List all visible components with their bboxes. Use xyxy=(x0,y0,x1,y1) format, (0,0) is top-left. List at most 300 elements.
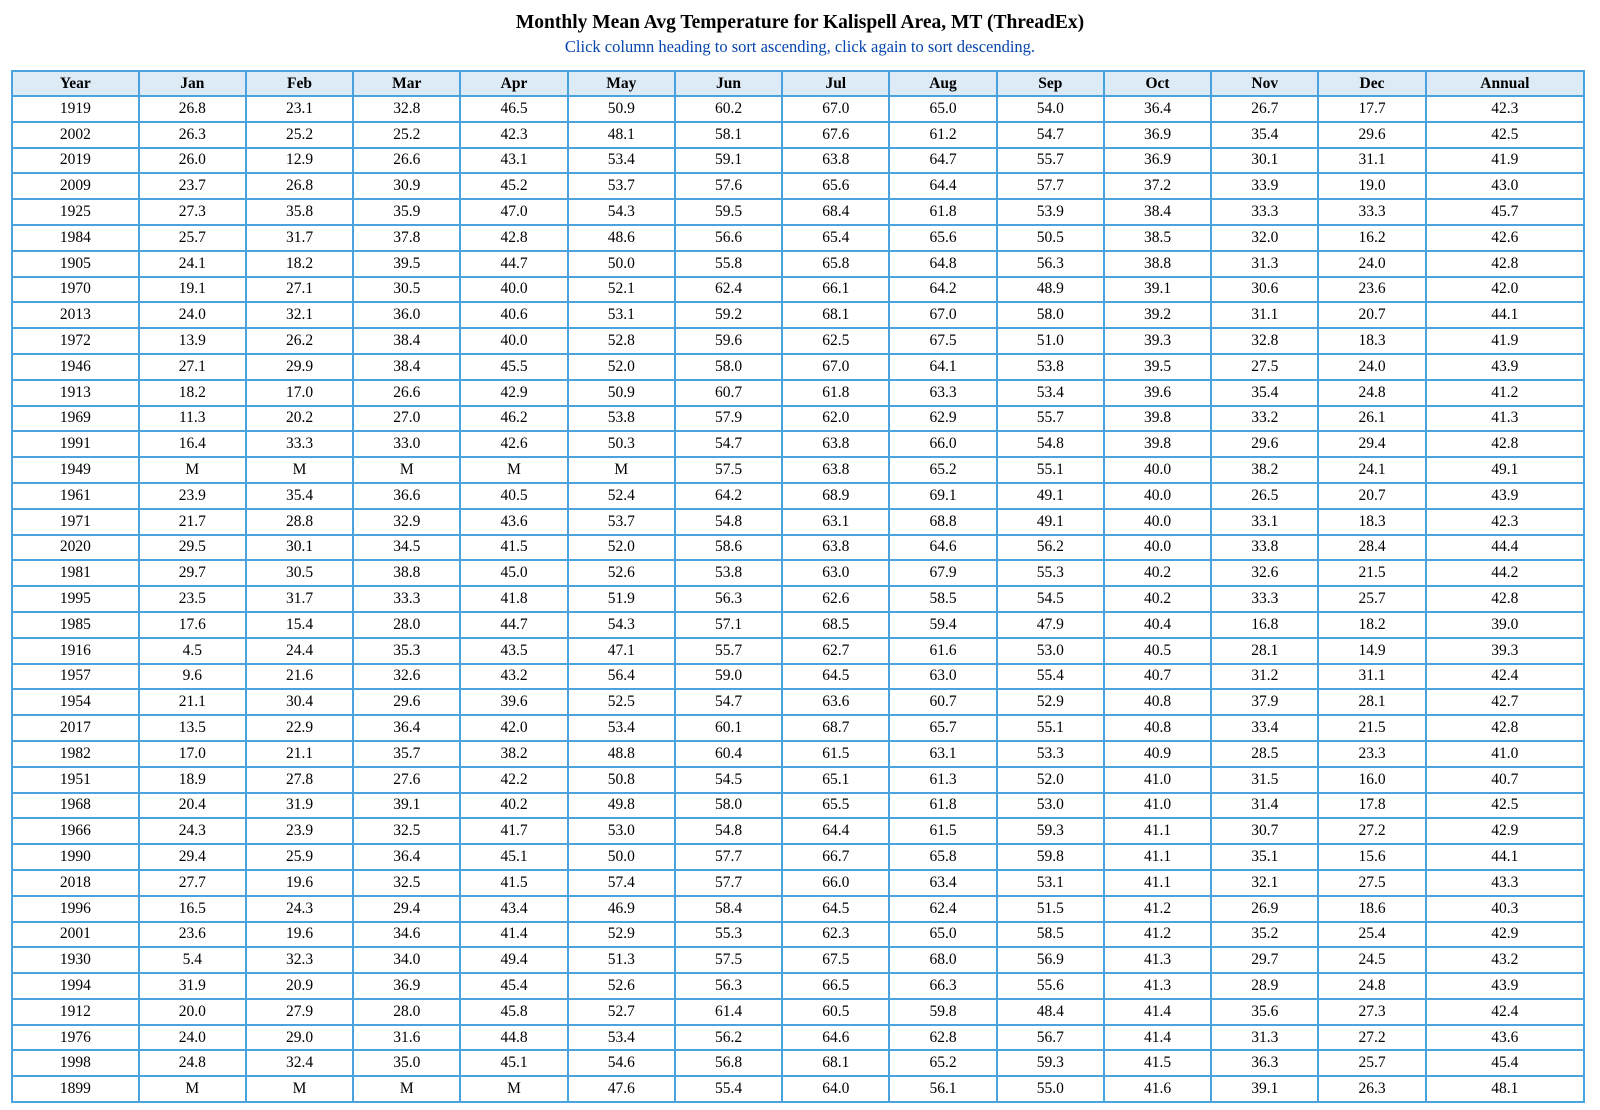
table-cell: 36.4 xyxy=(1104,96,1211,122)
table-cell: 35.0 xyxy=(353,1050,460,1076)
table-cell: 67.5 xyxy=(782,947,889,973)
table-row xyxy=(12,380,1584,406)
table-cell: 46.2 xyxy=(460,406,567,432)
year-cell: 1905 xyxy=(12,251,139,277)
table-cell: 30.6 xyxy=(1211,277,1318,303)
table-cell: 32.0 xyxy=(1211,225,1318,251)
table-cell: 63.1 xyxy=(889,741,996,767)
table-cell: 63.3 xyxy=(889,380,996,406)
table-cell: 33.2 xyxy=(1211,406,1318,432)
table-cell: 19.6 xyxy=(246,870,353,896)
year-cell: 1998 xyxy=(12,1050,139,1076)
table-cell: 65.8 xyxy=(782,251,889,277)
table-cell: 66.7 xyxy=(782,844,889,870)
table-cell: 28.1 xyxy=(1318,689,1425,715)
table-cell: 25.2 xyxy=(246,122,353,148)
table-cell: 24.0 xyxy=(139,302,246,328)
table-cell: 44.7 xyxy=(460,251,567,277)
table-cell: 53.7 xyxy=(568,509,675,535)
table-cell: 67.6 xyxy=(782,122,889,148)
table-cell: 40.4 xyxy=(1104,612,1211,638)
table-cell: 59.8 xyxy=(889,999,996,1025)
table-cell: 61.2 xyxy=(889,122,996,148)
table-cell: 54.5 xyxy=(675,767,782,793)
table-cell: 43.9 xyxy=(1426,973,1584,999)
table-cell: 41.1 xyxy=(1104,844,1211,870)
table-cell: 20.0 xyxy=(139,999,246,1025)
table-cell: 59.6 xyxy=(675,328,782,354)
table-cell: 42.6 xyxy=(1426,225,1584,251)
table-cell: 52.8 xyxy=(568,328,675,354)
table-cell: 36.0 xyxy=(353,302,460,328)
table-cell: 32.5 xyxy=(353,870,460,896)
table-cell: 55.7 xyxy=(675,638,782,664)
table-cell: 41.5 xyxy=(1104,1050,1211,1076)
table-row xyxy=(12,947,1584,973)
table-cell: 41.2 xyxy=(1104,896,1211,922)
table-cell: 13.5 xyxy=(139,715,246,741)
table-row xyxy=(12,870,1584,896)
table-cell: 64.1 xyxy=(889,354,996,380)
table-cell: 24.8 xyxy=(139,1050,246,1076)
table-cell: 44.8 xyxy=(460,1025,567,1051)
table-cell: 33.3 xyxy=(1318,199,1425,225)
page-title: Monthly Mean Avg Temperature for Kalispell Area, MT (ThreadEx) xyxy=(515,12,1085,33)
table-cell: 55.4 xyxy=(675,1076,782,1102)
table-cell: 40.0 xyxy=(1104,535,1211,561)
table-cell: M xyxy=(353,457,460,483)
table-cell: 39.8 xyxy=(1104,431,1211,457)
table-cell: 24.5 xyxy=(1318,947,1425,973)
table-cell: 33.0 xyxy=(353,431,460,457)
table-cell: 31.5 xyxy=(1211,767,1318,793)
table-row xyxy=(12,354,1584,380)
table-cell: 42.3 xyxy=(1426,509,1584,535)
table-cell: 67.5 xyxy=(889,328,996,354)
table-row xyxy=(12,896,1584,922)
table-cell: 41.4 xyxy=(460,922,567,948)
table-cell: 26.1 xyxy=(1318,406,1425,432)
table-cell: 45.5 xyxy=(460,354,567,380)
table-cell: 68.5 xyxy=(782,612,889,638)
table-cell: 28.1 xyxy=(1211,638,1318,664)
table-cell: 43.9 xyxy=(1426,483,1584,509)
column-header-oct[interactable]: Oct xyxy=(1104,71,1211,96)
table-cell: 41.4 xyxy=(1104,999,1211,1025)
table-cell: 20.9 xyxy=(246,973,353,999)
table-cell: 41.5 xyxy=(460,535,567,561)
table-cell: 32.4 xyxy=(246,1050,353,1076)
table-cell: 65.5 xyxy=(782,793,889,819)
table-cell: 54.8 xyxy=(675,509,782,535)
table-cell: 39.0 xyxy=(1426,612,1584,638)
table-cell: 64.2 xyxy=(675,483,782,509)
table-cell: 63.6 xyxy=(782,689,889,715)
table-cell: 59.5 xyxy=(675,199,782,225)
table-cell: 18.3 xyxy=(1318,328,1425,354)
table-row xyxy=(12,302,1584,328)
table-cell: 59.1 xyxy=(675,148,782,174)
table-cell: 56.2 xyxy=(997,535,1104,561)
table-cell: 65.2 xyxy=(889,1050,996,1076)
table-cell: 26.9 xyxy=(1211,896,1318,922)
table-cell: 24.0 xyxy=(1318,354,1425,380)
table-cell: M xyxy=(460,1076,567,1102)
table-cell: 35.6 xyxy=(1211,999,1318,1025)
table-cell: 30.1 xyxy=(1211,148,1318,174)
table-cell: 60.2 xyxy=(675,96,782,122)
table-cell: 40.8 xyxy=(1104,689,1211,715)
table-cell: 51.5 xyxy=(997,896,1104,922)
table-cell: 65.2 xyxy=(889,457,996,483)
table-cell: 38.2 xyxy=(460,741,567,767)
table-cell: 53.3 xyxy=(997,741,1104,767)
table-row xyxy=(12,741,1584,767)
table-cell: 41.0 xyxy=(1426,741,1584,767)
year-cell: 2018 xyxy=(12,870,139,896)
table-cell: 54.8 xyxy=(997,431,1104,457)
table-cell: 60.7 xyxy=(675,380,782,406)
table-cell: 35.9 xyxy=(353,199,460,225)
column-header-dec[interactable]: Dec xyxy=(1318,71,1425,96)
table-cell: M xyxy=(353,1076,460,1102)
column-header-jan[interactable]: Jan xyxy=(139,71,246,96)
column-header-annual[interactable]: Annual xyxy=(1426,71,1584,96)
table-cell: 53.8 xyxy=(675,560,782,586)
table-cell: 29.5 xyxy=(139,535,246,561)
table-cell: 30.7 xyxy=(1211,818,1318,844)
table-cell: 42.4 xyxy=(1426,999,1584,1025)
table-cell: 29.7 xyxy=(1211,947,1318,973)
table-cell: 24.1 xyxy=(139,251,246,277)
table-cell: 57.5 xyxy=(675,457,782,483)
table-cell: 41.1 xyxy=(1104,870,1211,896)
table-cell: 26.6 xyxy=(353,148,460,174)
table-cell: 56.9 xyxy=(997,947,1104,973)
table-cell: 23.9 xyxy=(139,483,246,509)
year-cell: 1991 xyxy=(12,431,139,457)
table-cell: 57.7 xyxy=(675,844,782,870)
table-row xyxy=(12,818,1584,844)
table-cell: 64.4 xyxy=(889,173,996,199)
table-cell: 40.2 xyxy=(460,793,567,819)
table-cell: 61.4 xyxy=(675,999,782,1025)
year-cell: 1981 xyxy=(12,560,139,586)
table-cell: 62.9 xyxy=(889,406,996,432)
table-cell: 42.8 xyxy=(1426,586,1584,612)
year-cell: 1995 xyxy=(12,586,139,612)
table-cell: 39.2 xyxy=(1104,302,1211,328)
table-cell: 66.3 xyxy=(889,973,996,999)
table-cell: 49.1 xyxy=(1426,457,1584,483)
table-cell: 27.9 xyxy=(246,999,353,1025)
table-cell: 30.9 xyxy=(353,173,460,199)
table-cell: 23.6 xyxy=(139,922,246,948)
table-cell: 65.6 xyxy=(889,225,996,251)
table-cell: M xyxy=(139,1076,246,1102)
table-cell: 55.8 xyxy=(675,251,782,277)
column-header-jun[interactable]: Jun xyxy=(675,71,782,96)
table-cell: 42.8 xyxy=(1426,251,1584,277)
table-cell: 21.5 xyxy=(1318,560,1425,586)
table-cell: 54.8 xyxy=(675,818,782,844)
table-cell: 53.0 xyxy=(997,638,1104,664)
table-cell: 31.6 xyxy=(353,1025,460,1051)
table-cell: 25.2 xyxy=(353,122,460,148)
table-cell: 51.3 xyxy=(568,947,675,973)
table-row xyxy=(12,844,1584,870)
column-header-may[interactable]: May xyxy=(568,71,675,96)
table-cell: 60.1 xyxy=(675,715,782,741)
table-cell: 18.9 xyxy=(139,767,246,793)
table-cell: 30.1 xyxy=(246,535,353,561)
table-cell: 16.8 xyxy=(1211,612,1318,638)
table-cell: 28.5 xyxy=(1211,741,1318,767)
table-cell: 30.4 xyxy=(246,689,353,715)
table-row xyxy=(12,431,1584,457)
table-cell: 52.9 xyxy=(568,922,675,948)
table-cell: 53.0 xyxy=(568,818,675,844)
table-cell: 38.8 xyxy=(1104,251,1211,277)
table-cell: 49.1 xyxy=(997,509,1104,535)
table-row xyxy=(12,1025,1584,1051)
table-cell: 17.8 xyxy=(1318,793,1425,819)
table-cell: 62.4 xyxy=(675,277,782,303)
table-cell: 41.6 xyxy=(1104,1076,1211,1102)
table-cell: 32.6 xyxy=(1211,560,1318,586)
table-cell: 56.3 xyxy=(675,586,782,612)
table-cell: 33.1 xyxy=(1211,509,1318,535)
year-cell: 1912 xyxy=(12,999,139,1025)
table-cell: 40.0 xyxy=(460,277,567,303)
column-header-year[interactable]: Year xyxy=(12,71,139,96)
table-cell: 28.8 xyxy=(246,509,353,535)
table-cell: 52.7 xyxy=(568,999,675,1025)
table-cell: 13.9 xyxy=(139,328,246,354)
table-cell: 35.4 xyxy=(1211,380,1318,406)
table-cell: 38.5 xyxy=(1104,225,1211,251)
table-cell: 42.3 xyxy=(460,122,567,148)
year-cell: 1916 xyxy=(12,638,139,664)
sort-instructions: Click column heading to sort ascending, click again to sort descending. xyxy=(564,37,1036,56)
table-cell: 45.8 xyxy=(460,999,567,1025)
table-cell: 17.6 xyxy=(139,612,246,638)
table-cell: 41.9 xyxy=(1426,328,1584,354)
table-cell: 26.6 xyxy=(353,380,460,406)
table-cell: 61.6 xyxy=(889,638,996,664)
table-cell: 51.9 xyxy=(568,586,675,612)
table-cell: 29.7 xyxy=(139,560,246,586)
table-cell: 32.6 xyxy=(353,664,460,690)
column-header-jul[interactable]: Jul xyxy=(782,71,889,96)
table-cell: 47.0 xyxy=(460,199,567,225)
table-cell: 40.5 xyxy=(1104,638,1211,664)
table-cell: 63.8 xyxy=(782,148,889,174)
table-cell: 40.5 xyxy=(460,483,567,509)
table-cell: 41.7 xyxy=(460,818,567,844)
table-cell: 59.8 xyxy=(997,844,1104,870)
table-cell: 26.0 xyxy=(139,148,246,174)
table-cell: 51.0 xyxy=(997,328,1104,354)
year-cell: 2020 xyxy=(12,535,139,561)
table-cell: 63.8 xyxy=(782,535,889,561)
table-cell: 64.6 xyxy=(889,535,996,561)
table-row xyxy=(12,406,1584,432)
table-cell: 53.1 xyxy=(568,302,675,328)
table-body xyxy=(12,96,1584,1102)
table-cell: 65.0 xyxy=(889,96,996,122)
table-cell: 62.5 xyxy=(782,328,889,354)
table-cell: 57.4 xyxy=(568,870,675,896)
table-cell: 31.7 xyxy=(246,586,353,612)
table-cell: 39.3 xyxy=(1426,638,1584,664)
table-cell: 56.3 xyxy=(997,251,1104,277)
table-cell: 62.8 xyxy=(889,1025,996,1051)
table-cell: 68.1 xyxy=(782,1050,889,1076)
table-cell: 36.3 xyxy=(1211,1050,1318,1076)
table-cell: 40.7 xyxy=(1426,767,1584,793)
table-cell: 37.2 xyxy=(1104,173,1211,199)
table-cell: 43.3 xyxy=(1426,870,1584,896)
column-header-apr[interactable]: Apr xyxy=(460,71,567,96)
table-cell: 48.4 xyxy=(997,999,1104,1025)
table-cell: 27.5 xyxy=(1318,870,1425,896)
column-header-nov[interactable]: Nov xyxy=(1211,71,1318,96)
table-row xyxy=(12,689,1584,715)
table-cell: 39.1 xyxy=(1211,1076,1318,1102)
table-cell: 41.3 xyxy=(1426,406,1584,432)
table-cell: 32.3 xyxy=(246,947,353,973)
table-cell: 56.3 xyxy=(675,973,782,999)
table-cell: 18.3 xyxy=(1318,509,1425,535)
table-cell: 42.8 xyxy=(1426,715,1584,741)
table-header-row xyxy=(12,71,1584,96)
column-header-feb[interactable]: Feb xyxy=(246,71,353,96)
table-cell: 33.8 xyxy=(1211,535,1318,561)
table-cell: 27.2 xyxy=(1318,818,1425,844)
table-cell: 57.5 xyxy=(675,947,782,973)
table-row xyxy=(12,715,1584,741)
table-cell: 38.4 xyxy=(353,354,460,380)
table-cell: 31.3 xyxy=(1211,1025,1318,1051)
table-cell: 35.3 xyxy=(353,638,460,664)
table-cell: 60.7 xyxy=(889,689,996,715)
table-cell: 33.3 xyxy=(246,431,353,457)
table-cell: 27.0 xyxy=(353,406,460,432)
table-row xyxy=(12,793,1584,819)
year-cell: 1913 xyxy=(12,380,139,406)
table-cell: 63.0 xyxy=(782,560,889,586)
table-row xyxy=(12,251,1584,277)
table-cell: 33.3 xyxy=(353,586,460,612)
table-cell: 39.1 xyxy=(353,793,460,819)
table-cell: 54.7 xyxy=(675,689,782,715)
table-cell: 54.0 xyxy=(997,96,1104,122)
table-cell: 66.5 xyxy=(782,973,889,999)
table-cell: 64.8 xyxy=(889,251,996,277)
table-cell: 61.3 xyxy=(889,767,996,793)
table-cell: 30.5 xyxy=(353,277,460,303)
table-cell: 26.3 xyxy=(139,122,246,148)
table-cell: 18.6 xyxy=(1318,896,1425,922)
table-cell: 27.5 xyxy=(1211,354,1318,380)
table-cell: 36.9 xyxy=(1104,122,1211,148)
table-cell: 49.8 xyxy=(568,793,675,819)
table-cell: 32.5 xyxy=(353,818,460,844)
table-cell: M xyxy=(568,457,675,483)
table-cell: 56.7 xyxy=(997,1025,1104,1051)
year-cell: 1990 xyxy=(12,844,139,870)
table-cell: 34.0 xyxy=(353,947,460,973)
table-cell: 42.2 xyxy=(460,767,567,793)
table-cell: 68.1 xyxy=(782,302,889,328)
table-cell: 39.3 xyxy=(1104,328,1211,354)
table-cell: 14.9 xyxy=(1318,638,1425,664)
table-cell: 45.7 xyxy=(1426,199,1584,225)
table-cell: 26.7 xyxy=(1211,96,1318,122)
table-cell: 41.1 xyxy=(1104,818,1211,844)
year-cell: 1996 xyxy=(12,896,139,922)
table-cell: 69.1 xyxy=(889,483,996,509)
table-cell: 55.1 xyxy=(997,457,1104,483)
table-cell: 19.1 xyxy=(139,277,246,303)
table-cell: 62.3 xyxy=(782,922,889,948)
column-header-aug[interactable]: Aug xyxy=(889,71,996,96)
column-header-mar[interactable]: Mar xyxy=(353,71,460,96)
table-cell: 59.3 xyxy=(997,818,1104,844)
table-cell: 56.8 xyxy=(675,1050,782,1076)
table-cell: 42.5 xyxy=(1426,793,1584,819)
table-cell: 55.0 xyxy=(997,1076,1104,1102)
table-cell: 20.4 xyxy=(139,793,246,819)
table-cell: 32.8 xyxy=(353,96,460,122)
table-cell: M xyxy=(139,457,246,483)
table-cell: 41.5 xyxy=(460,870,567,896)
table-cell: 55.6 xyxy=(997,973,1104,999)
table-cell: 34.6 xyxy=(353,922,460,948)
table-cell: 52.1 xyxy=(568,277,675,303)
table-cell: 38.8 xyxy=(353,560,460,586)
table-cell: 42.9 xyxy=(460,380,567,406)
table-cell: 40.7 xyxy=(1104,664,1211,690)
table-cell: 48.1 xyxy=(1426,1076,1584,1102)
table-cell: M xyxy=(246,1076,353,1102)
table-cell: 30.5 xyxy=(246,560,353,586)
table-cell: 37.8 xyxy=(353,225,460,251)
table-cell: 31.1 xyxy=(1318,148,1425,174)
column-header-sep[interactable]: Sep xyxy=(997,71,1104,96)
table-cell: 17.7 xyxy=(1318,96,1425,122)
table-cell: 57.7 xyxy=(675,870,782,896)
table-cell: 43.2 xyxy=(1426,947,1584,973)
table-cell: 61.8 xyxy=(782,380,889,406)
table-row xyxy=(12,96,1584,122)
table-cell: 27.1 xyxy=(139,354,246,380)
table-cell: 24.3 xyxy=(246,896,353,922)
table-cell: 36.4 xyxy=(353,715,460,741)
year-cell: 1976 xyxy=(12,1025,139,1051)
table-cell: 33.3 xyxy=(1211,586,1318,612)
table-cell: 35.4 xyxy=(246,483,353,509)
table-row xyxy=(12,999,1584,1025)
year-cell: 1994 xyxy=(12,973,139,999)
table-cell: 53.1 xyxy=(997,870,1104,896)
table-cell: 63.4 xyxy=(889,870,996,896)
table-cell: 41.3 xyxy=(1104,947,1211,973)
table-cell: 29.6 xyxy=(1318,122,1425,148)
table-cell: 36.6 xyxy=(353,483,460,509)
table-cell: 50.0 xyxy=(568,844,675,870)
